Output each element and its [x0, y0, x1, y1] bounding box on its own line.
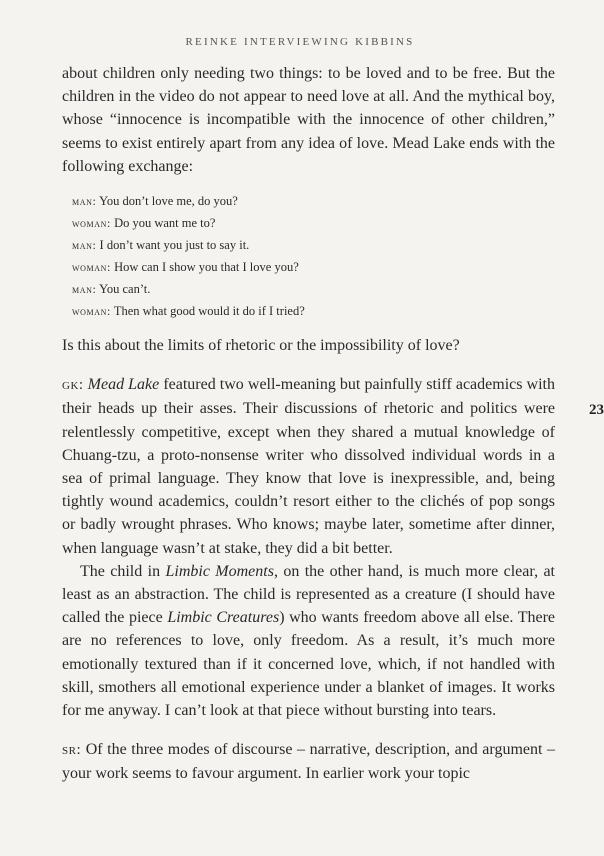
dialogue-line	[72, 256, 555, 278]
work-title: Limbic Moments	[165, 562, 274, 580]
dialogue-line	[72, 278, 555, 300]
speaker-label: sr:	[62, 742, 82, 759]
speaker-label: woman:	[72, 216, 111, 231]
text-run: ) who wants freedom above all else. There are no references to love, only freedom. As a result, it’s much more emotionally textured than if it concerned love, which, if not handled with skill, smothers all emotional experience under a blanket of images. It works for me anyway. I can’t look at that piece without bursting into tears.	[62, 609, 556, 720]
speaker-label: woman:	[72, 260, 111, 275]
work-title: Mead Lake	[87, 376, 160, 394]
limbic-paragraph	[62, 560, 555, 722]
dialogue-text: How can I show you that I love you?	[110, 260, 299, 275]
question-text: Of the three modes of discourse – narrative, description, and argument – your work seems to favour argument. In earlier work your topic	[62, 741, 555, 783]
speaker-label: man:	[72, 282, 97, 297]
dialogue-text: You can’t.	[96, 282, 151, 297]
question-paragraph: Is this about the limits of rhetoric or the impossibility of love?	[62, 337, 460, 355]
text-run: , on the other hand, is much more clear, at least as an abstraction. The child is represented as a creature (I should have called the piece	[62, 562, 555, 627]
speaker-label: woman:	[72, 304, 111, 319]
dialogue-line	[72, 190, 555, 212]
dialogue-text: Then what good would it do if I tried?	[110, 304, 305, 319]
dialogue-text: You don’t love me, do you?	[96, 194, 238, 209]
work-title: Limbic Creatures	[167, 609, 280, 627]
body-text	[62, 62, 555, 786]
dialogue-line	[72, 212, 555, 234]
dialogue-line	[72, 234, 555, 256]
page-edge-number: 23	[589, 402, 604, 418]
paragraph-intro: about children only needing two things: to be loved and to be free. But the children in the video do not appear to need love at all. And the mythical boy, whose “innocence is incompatible with the innocence of other children,” seems to exist entirely apart from any idea of love. Mead Lake ends with the following exchange:	[62, 65, 555, 175]
running-head: REINKE INTERVIEWING KIBBINS	[185, 36, 415, 48]
dialogue-text: Do you want me to?	[110, 216, 216, 231]
answer-text: featured two well-meaning but painfully stiff academics with their heads up their asses. Their discussions of rhetoric and politics were relentlessly competitive, except when they shared a mutual knowledge of Chuang-tzu, a proto-nonsense writer who dissolved individual words in a sea of primal language. They know that love is inexpressible, and, being tightly wound academics, couldn’t resort either to the clichés of pop songs or badly wrought phrases. Who knows; maybe later, sometime after dinner, when language wasn’t at stake, they did a bit better.	[62, 376, 556, 557]
speaker-label: gk:	[62, 377, 84, 394]
dialogue-block	[72, 190, 555, 322]
speaker-label: man:	[72, 238, 97, 253]
sr-question-paragraph	[62, 738, 555, 785]
text-run: The child in	[80, 562, 166, 580]
dialogue-line	[72, 300, 555, 322]
dialogue-text: I don’t want you just to say it.	[96, 238, 250, 253]
speaker-label: man:	[72, 194, 97, 209]
gk-answer-paragraph	[62, 373, 555, 560]
